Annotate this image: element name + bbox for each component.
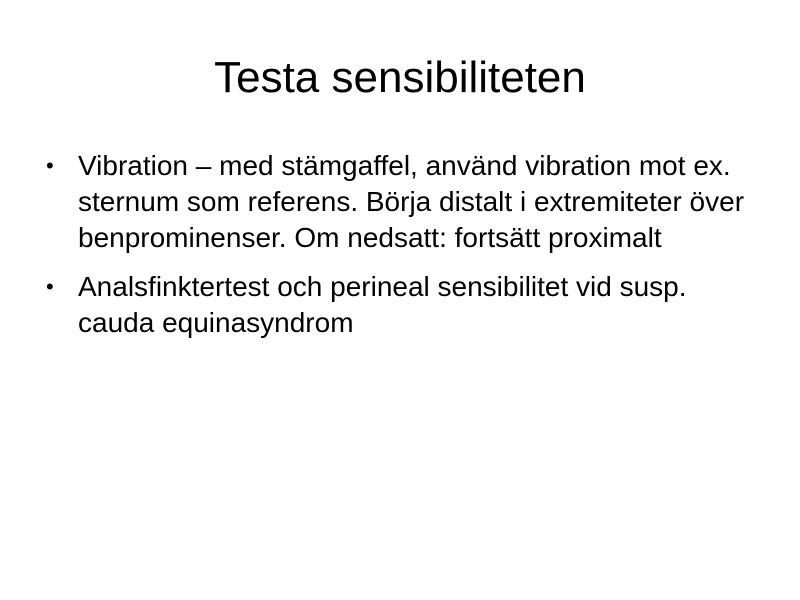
bullet-dot-icon: • xyxy=(46,153,54,178)
bullet-item xyxy=(46,269,746,341)
bullet-text: Analsfinktertest och perineal sensibilitet vid susp. cauda equinasyndrom xyxy=(78,271,687,338)
slide-title: Testa sensibiliteten xyxy=(214,53,586,102)
bullet-text: Vibration – med stämgaffel, använd vibration mot ex. sternum som referens. Börja distalt i extremiteter över benprominenser. Om nedsatt: fortsätt proximalt xyxy=(78,150,745,253)
bullet-list xyxy=(46,148,746,354)
bullet-item xyxy=(46,148,746,256)
bullet-dot-icon: • xyxy=(46,274,54,299)
